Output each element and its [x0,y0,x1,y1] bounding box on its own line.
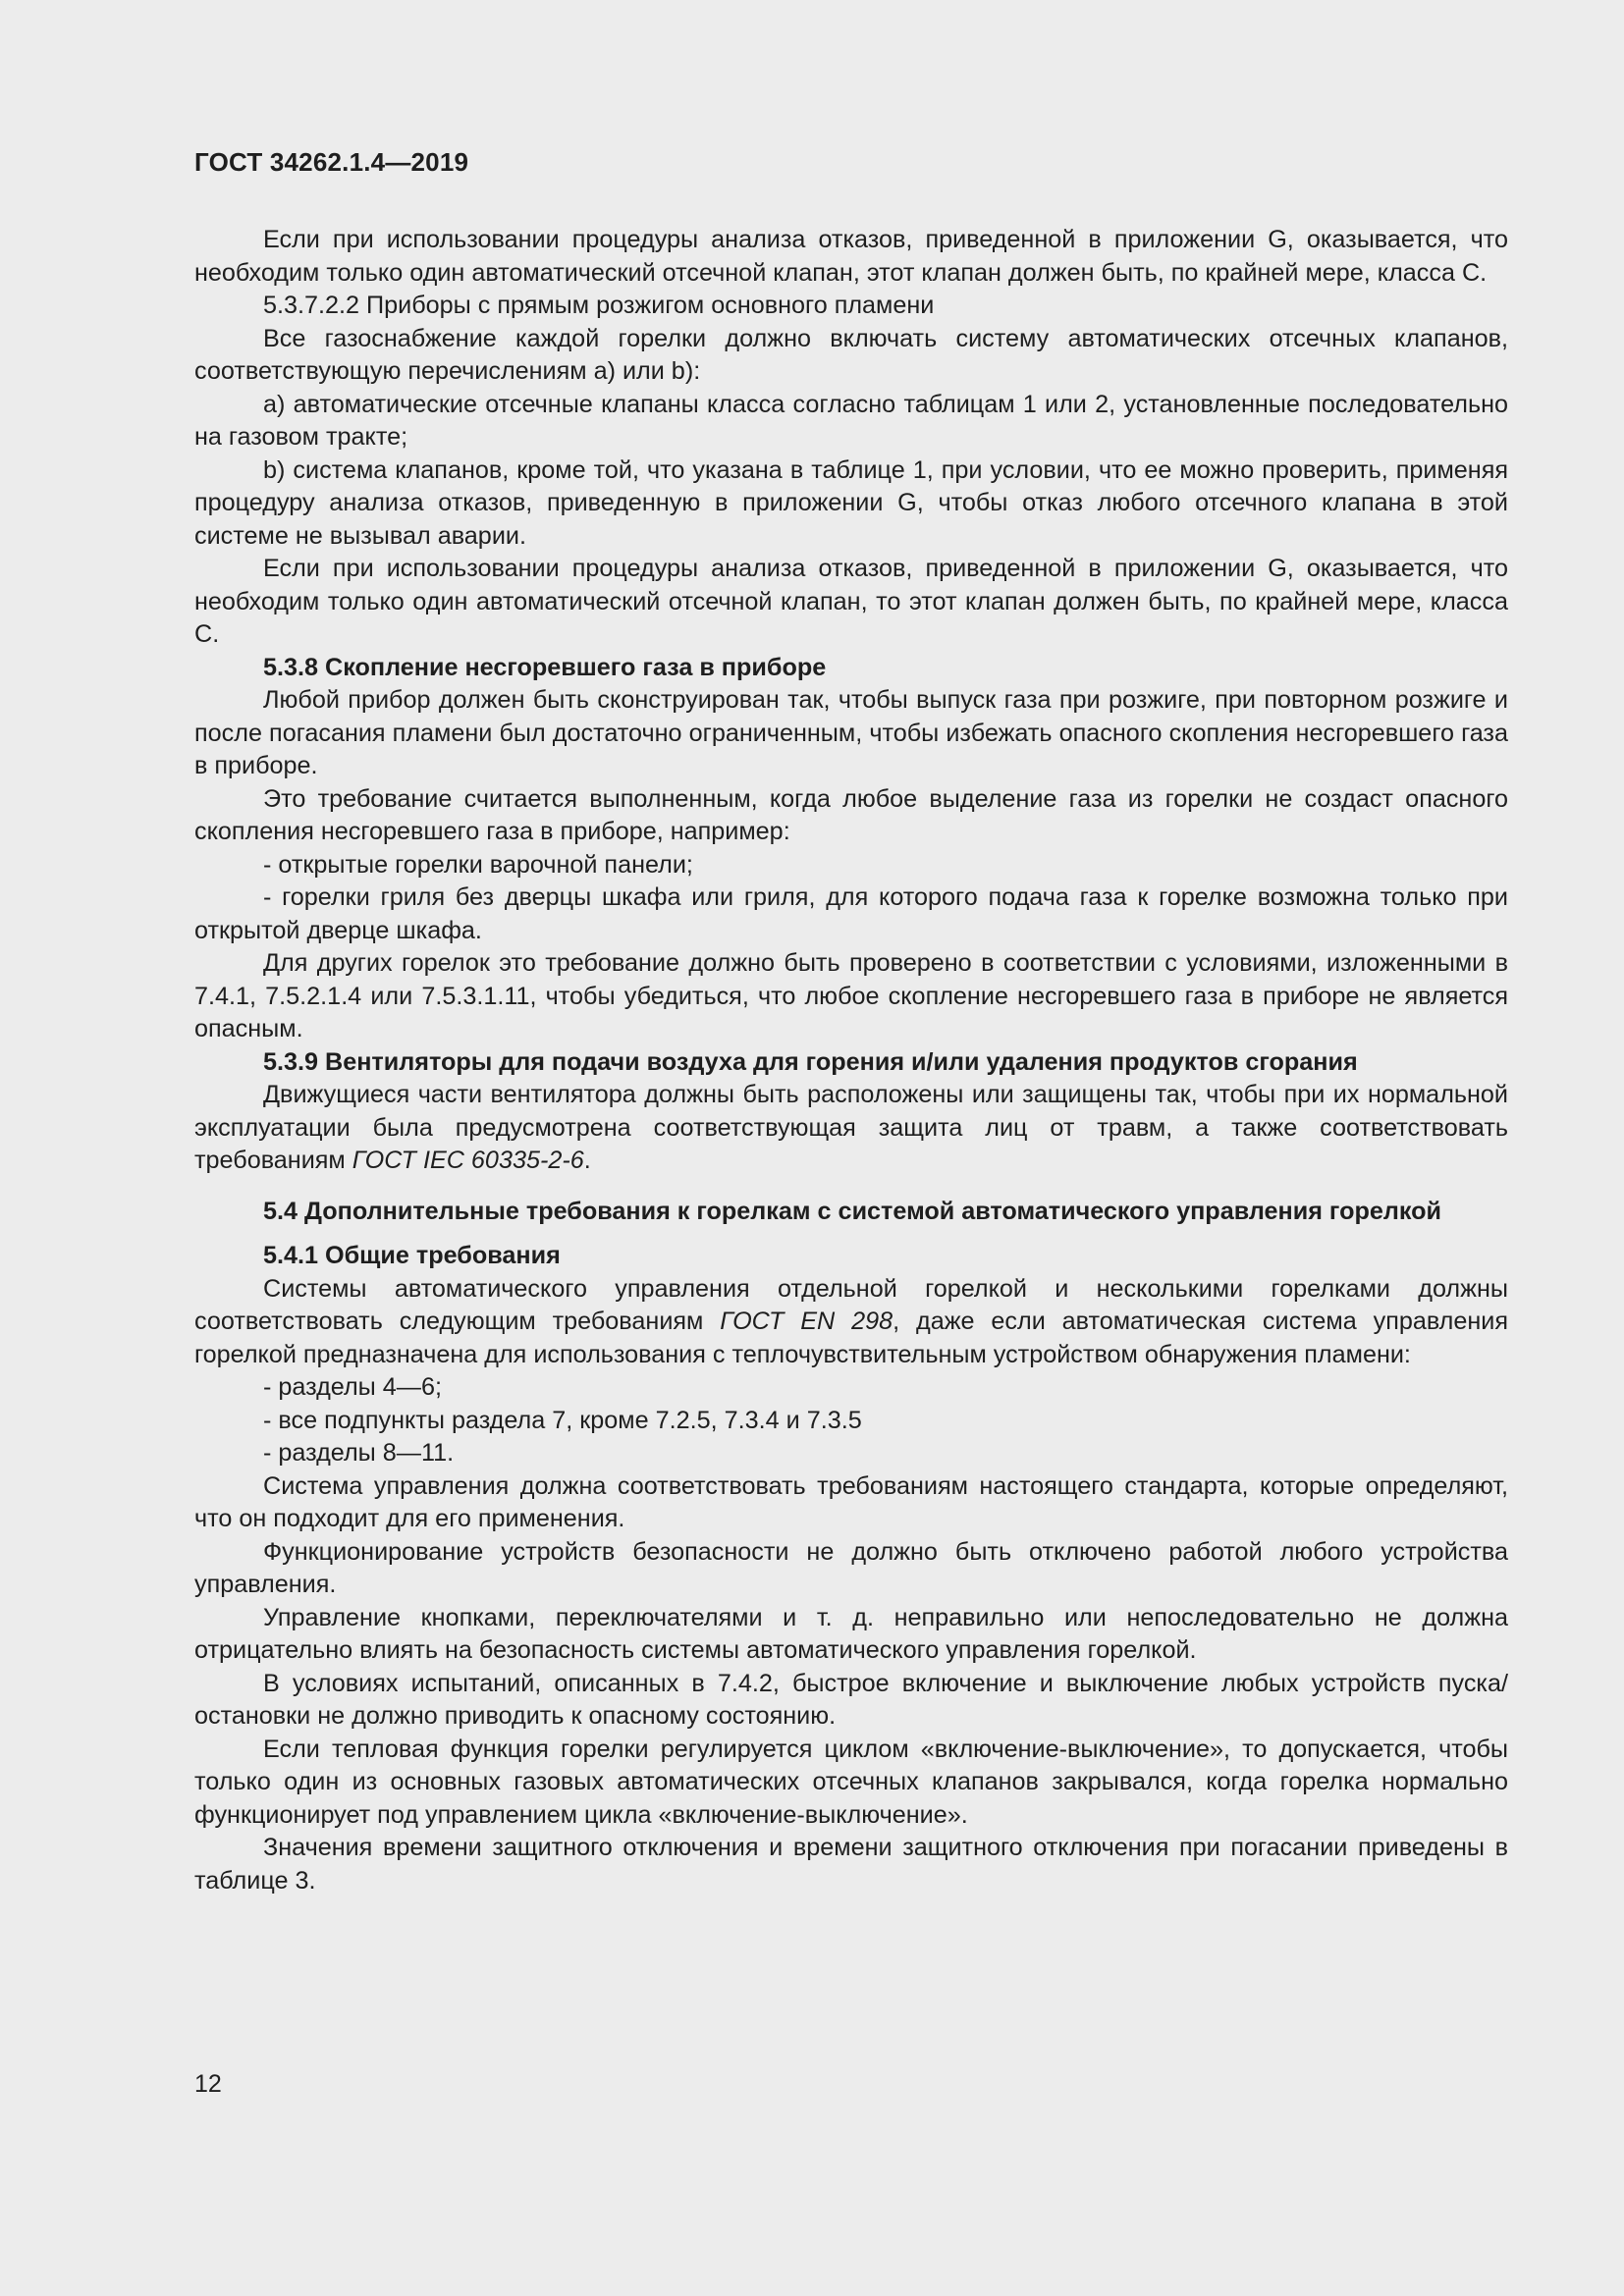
list-item: b) система клапанов, кроме той, что указана в таблице 1, при условии, что ее можно проверить, применяя процедуру анализа отказов, приведенную в приложении G, чтобы отказ любого отсечного клапана в этой системе не вызывал аварии. [194,455,1508,550]
paragraph: Если тепловая функция горелки регулируется циклом «включение-выключение», то допускается, чтобы только один из основных газовых автоматических отсечных клапанов закрывался, когда горелка нормально функционирует под управлением цикла «включение-выключение». [194,1735,1508,1829]
list-item: а) автоматические отсечные клапаны класса согласно таблицам 1 или 2, установленные последовательно на газовом тракте; [194,390,1508,451]
section-heading: 5.3.9 Вентиляторы для подачи воздуха для горения и/или удаления продуктов сгорания [263,1047,1358,1076]
section-heading: 5.4 Дополнительные требования к горелкам с системой автоматического управления горелкой [263,1197,1442,1225]
dash-list-item: - разделы 8—11. [263,1439,455,1467]
paragraph-text: , даже если автоматическая система управления горелкой предназначена для использования с теплочувствительным устройством обнаружения пламени: [194,1308,1508,1368]
paragraph: Управление кнопками, переключателями и т. д. неправильно или непоследовательно не должна отрицательно влиять на безопасность системы автоматического управления горелкой. [194,1603,1508,1664]
paragraph-text: Движущиеся части вентилятора должны быть расположены или защищены так, чтобы при их нормальной эксплуатации была предусмотрена соответствующая защита лиц от травм, а также соответствовать требованиям [194,1081,1508,1174]
dash-list-item: - все подпункты раздела 7, кроме 7.2.5, 7.3.4 и 7.3.5 [263,1406,862,1434]
paragraph-text: Системы автоматического управления отдельной горелкой и несколькими горелками должны соответствовать следующим требованиям [194,1274,1508,1335]
paragraph: Это требование считается выполненным, когда любое выделение газа из горелки не создаст опасного скопления несгоревшего газа в приборе, например: [194,784,1508,845]
document-header: ГОСТ 34262.1.4—2019 [194,147,469,177]
paragraph: В условиях испытаний, описанных в 7.4.2, быстрое включение и выключение любых устройств пуска/остановки не должно приводить к опасному состоянию. [194,1669,1508,1730]
standard-reference: ГОСТ IEC 60335-2-6 [352,1147,584,1174]
paragraph: Функционирование устройств безопасности не должно быть отключено работой любого устройства управления. [194,1537,1508,1598]
dash-list-item: - разделы 4—6; [263,1373,442,1401]
paragraph-text: . [583,1147,591,1174]
dash-list-item: - горелки гриля без дверцы шкафа или гриля, для которого подача газа к горелке возможна только при открытой дверце шкафа. [194,883,1508,944]
spacer [194,1178,1508,1196]
section-heading: 5.3.8 Скопление несгоревшего газа в приборе [263,653,827,681]
paragraph: Если при использовании процедуры анализа отказов, приведенной в приложении G, оказывается, что необходим только один автоматический отсечной клапан, этот клапан должен быть, по крайней мере, класса С. [194,226,1508,287]
subsection-title: 5.3.7.2.2 Приборы с прямым розжигом основного пламени [263,292,935,319]
body-text [194,224,1508,1897]
section-heading: 5.4.1 Общие требования [263,1242,561,1269]
standard-reference: ГОСТ EN 298 [720,1308,893,1335]
paragraph: Система управления должна соответствовать требованиям настоящего стандарта, которые определяют, что он подходит для его применения. [194,1471,1508,1532]
paragraph: Все газоснабжение каждой горелки должно включать систему автоматических отсечных клапанов, соответствующую перечислениям а) или b): [194,324,1508,385]
spacer [194,1228,1508,1240]
paragraph [194,1079,1508,1178]
paragraph: Если при использовании процедуры анализа отказов, приведенной в приложении G, оказывается, что необходим только один автоматический отсечной клапан, то этот клапан должен быть, по крайней мере, класса С. [194,555,1508,648]
paragraph: Любой прибор должен быть сконструирован так, чтобы выпуск газа при розжиге, при повторном розжиге и после погасания пламени был достаточно ограниченным, чтобы избежать опасного скопления несгоревшего газа в приборе. [194,686,1508,779]
paragraph: Значения времени защитного отключения и времени защитного отключения при погасании приведены в таблице 3. [194,1834,1508,1895]
dash-list-item: - открытые горелки варочной панели; [263,850,693,879]
page-number: 12 [194,2070,222,2098]
paragraph [194,1273,1508,1372]
paragraph: Для других горелок это требование должно быть проверено в соответствии с условиями, изложенными в 7.4.1, 7.5.2.1.4 или 7.5.3.1.11, чтобы убедиться, что любое скопление несгоревшего газа в приборе не является опасным. [194,949,1508,1042]
